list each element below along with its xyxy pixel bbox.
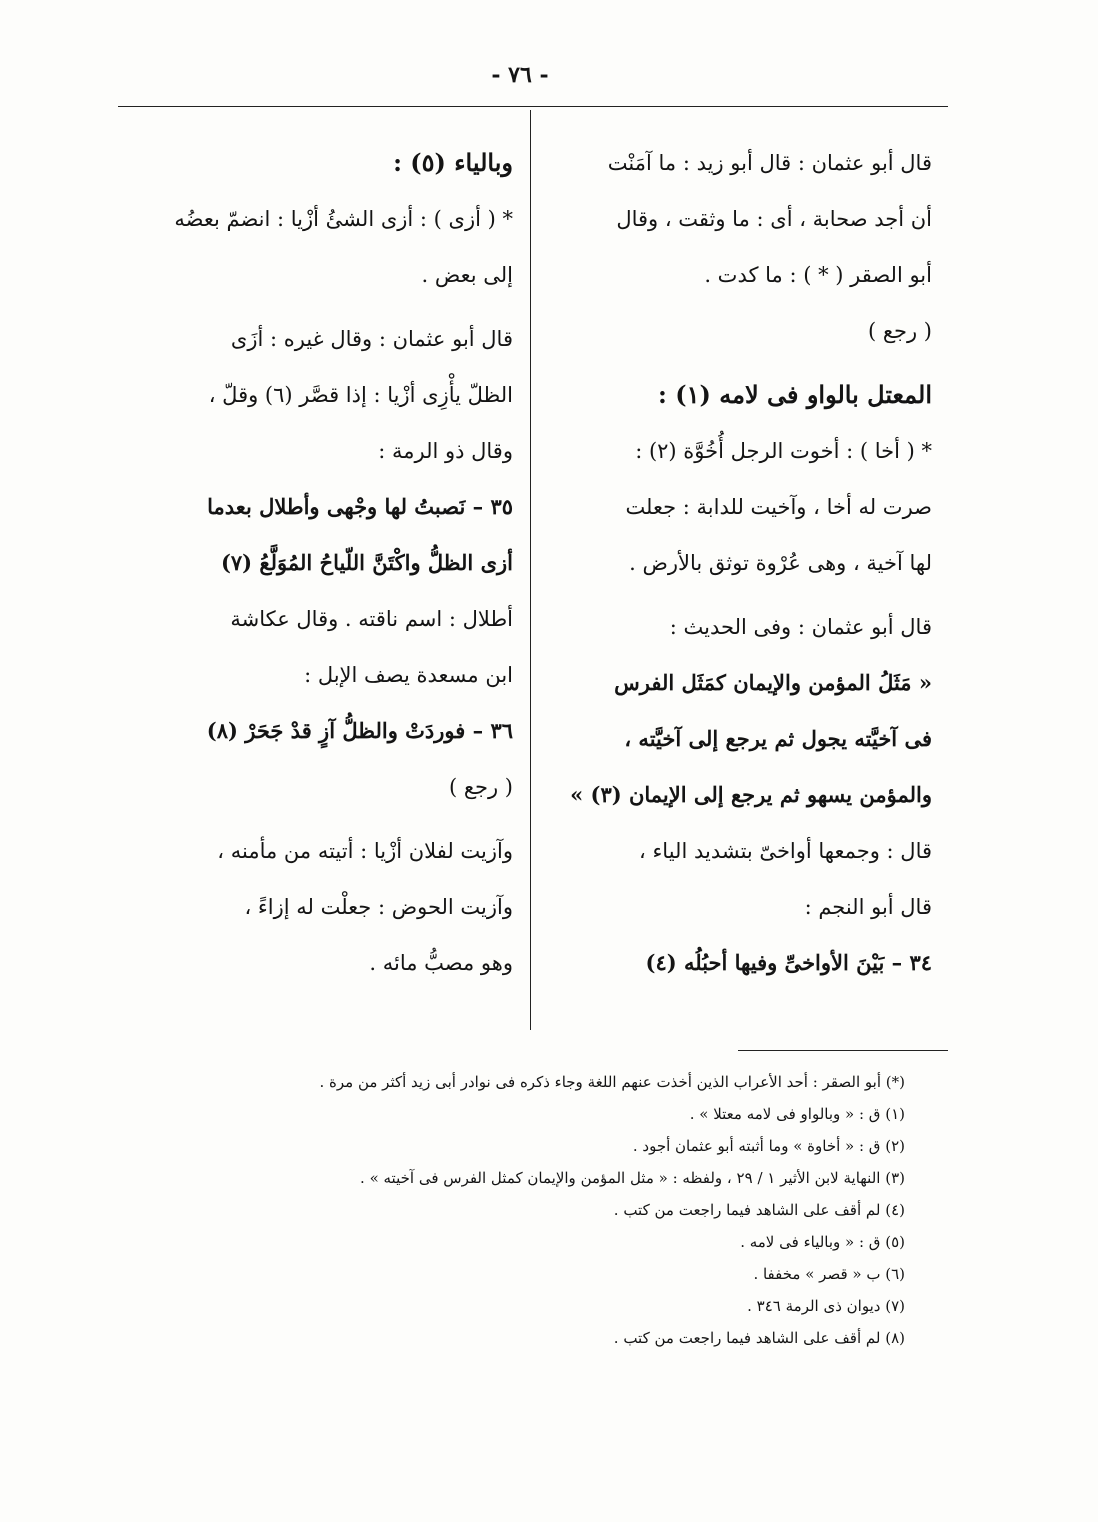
footnote: (١) ق : « وبالواو فى لامه معتلا » . bbox=[689, 1105, 905, 1123]
text-line: إلى بعض . bbox=[421, 263, 513, 287]
footnotes bbox=[200, 1066, 905, 1354]
text-line: ابن مسعدة يصف الإبل : bbox=[304, 663, 513, 687]
verse-line: ٣٦ – فوردَتْ والظلُّ آزٍ قدْ جَحَرْ (٨) bbox=[206, 718, 513, 743]
section-heading: وبالياء (٥) : bbox=[393, 148, 513, 177]
text-line: قال أبو عثمان : قال أبو زيد : ما آمَنْت bbox=[607, 151, 932, 175]
page-number: - ٧٦ - bbox=[491, 62, 549, 88]
footnote: (٢) ق : « أخاوة » وما أثبته أبو عثمان أجود . bbox=[632, 1137, 905, 1155]
verse-line: ٣٤ – بَيْنَ الأواخىِّ وفيها أحبُلُه (٤) bbox=[645, 950, 932, 975]
text-line: قال : وجمعها أواخىّ بتشديد الياء ، bbox=[638, 839, 932, 863]
right-column bbox=[552, 135, 932, 991]
text-line: أن أجد صحابة ، أى : ما وثقت ، وقال bbox=[616, 207, 932, 231]
text-line: الظلّ يأْزِى أزْيا : إذا قصَّر (٦) وقلّ ، bbox=[208, 383, 513, 407]
text-line: قال أبو النجم : bbox=[804, 895, 932, 919]
footnote: (٦) ب « قصر » مخففا . bbox=[753, 1265, 905, 1283]
column-divider bbox=[530, 110, 531, 1030]
verse-line: ٣٥ – نَصبتُ لها وجْهى وأطلال بعدما bbox=[207, 494, 513, 519]
footnote-rule bbox=[738, 1050, 948, 1051]
verse-line: أزى الظلُّ واكْتَنَّ اللّياحُ المُوَلَّعُ (٧) bbox=[220, 550, 513, 575]
hadith-line: والمؤمن يسهو ثم يرجع إلى الإيمان (٣) » bbox=[570, 782, 932, 807]
left-column bbox=[118, 135, 513, 991]
text-line: وهو مصبُّ مائه . bbox=[369, 951, 513, 975]
section-heading: المعتل بالواو فى لامه (١) : bbox=[658, 380, 932, 409]
text-line: * ( أزى ) : أزى الشئُ أزْيا : انضمّ بعضُه bbox=[174, 207, 513, 231]
text-line: أطلال : اسم ناقته . وقال عكاشة bbox=[230, 607, 513, 631]
header-rule bbox=[118, 106, 948, 107]
text-line: وآزيت لفلان أزْيا : أتيته من مأمنه ، bbox=[217, 839, 513, 863]
footnote: (٣) النهاية لابن الأثير ١ / ٢٩ ، ولفظه : « مثل المؤمن والإيمان كمثل الفرس فى آخيته » . bbox=[360, 1169, 905, 1187]
text-line: ( رجع ) bbox=[867, 319, 932, 343]
text-line: قال أبو عثمان : وفى الحديث : bbox=[669, 615, 932, 639]
text-line: أبو الصقر ( * ) : ما كدت . bbox=[704, 263, 932, 287]
text-line: قال أبو عثمان : وقال غيره : أزَى bbox=[230, 327, 513, 351]
text-line: صرت له أخا ، وآخيت للدابة : جعلت bbox=[625, 495, 932, 519]
footnote: (*) أبو الصقر : أحد الأعراب الذين أخذت عنهم اللغة وجاء ذكره فى نوادر أبى زيد أكثر من مرة . bbox=[319, 1073, 905, 1091]
footnote: (٨) لم أقف على الشاهد فيما راجعت من كتب . bbox=[613, 1329, 905, 1347]
text-line: ( رجع ) bbox=[448, 775, 513, 799]
footnote: (٤) لم أقف على الشاهد فيما راجعت من كتب . bbox=[613, 1201, 905, 1219]
footnote: (٧) ديوان ذى الرمة ٣٤٦ . bbox=[747, 1297, 905, 1315]
text-line: وقال ذو الرمة : bbox=[378, 439, 513, 463]
hadith-line: فى آخيَّته يجول ثم يرجع إلى آخيَّته ، bbox=[624, 726, 932, 751]
text-line: وآزيت الحوض : جعلْت له إزاءً ، bbox=[244, 895, 513, 919]
hadith-line: « مَثَلُ المؤمن والإيمان كمَثَل الفرس bbox=[614, 670, 932, 695]
text-line: لها آخية ، وهى عُرْوة توثق بالأرض . bbox=[629, 551, 932, 575]
footnote: (٥) ق : « وبالياء فى لامه . bbox=[740, 1233, 905, 1251]
text-line: * ( أخا ) : أخوت الرجل أُخُوَّة (٢) : bbox=[635, 439, 932, 463]
